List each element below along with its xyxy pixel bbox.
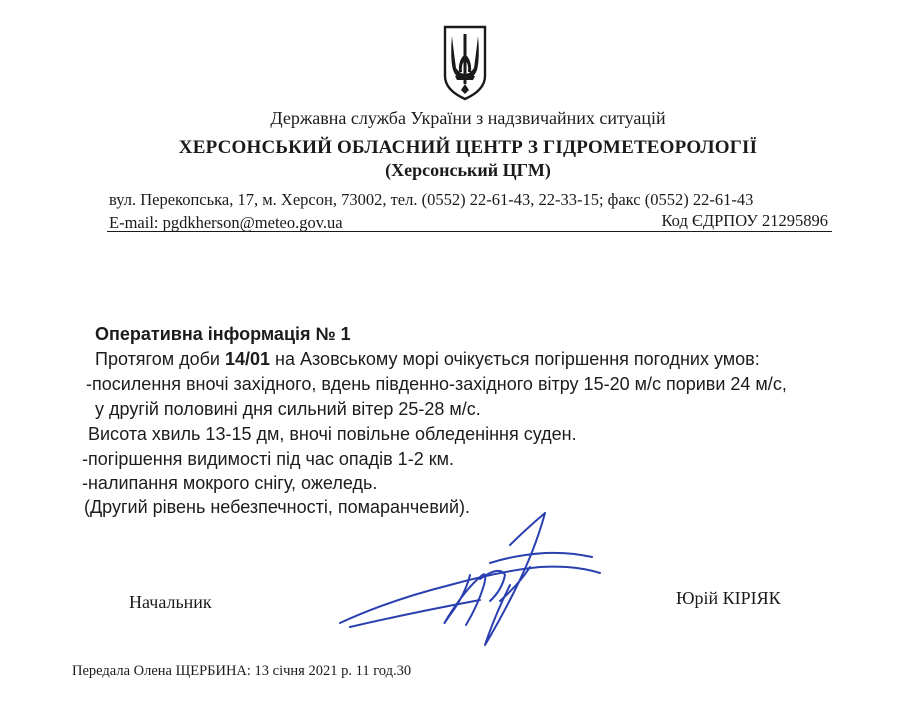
signer-name: Юрій КІРІЯК xyxy=(676,588,781,608)
tryzub-emblem-icon xyxy=(441,24,489,102)
agency-name: Державна служба України з надзвичайних ситуацій xyxy=(270,108,666,128)
message-line-6: -налипання мокрого снігу, ожеледь. xyxy=(82,473,378,493)
message-title: Оперативна інформація № 1 xyxy=(95,324,351,344)
address-line: вул. Перекопська, 17, м. Херсон, 73002, тел. (0552) 22-61-43, 22-33-15; факс (0552) 22-61-43 xyxy=(109,190,754,209)
message-line-2: -посилення вночі західного, вдень південно-західного вітру 15-20 м/с пориви 24 м/с, xyxy=(86,374,787,394)
message-date: 14/01 xyxy=(225,349,271,369)
message-line-5: -погіршення видимості під час опадів 1-2 км. xyxy=(82,449,454,469)
message-line-4: Висота хвиль 13-15 дм, вночі повільне обледеніння суден. xyxy=(88,424,577,444)
center-name: ХЕРСОНСЬКИЙ ОБЛАСНИЙ ЦЕНТР З ГІДРОМЕТЕОРОЛОГІЇ xyxy=(178,137,758,158)
center-short-name: (Херсонський ЦГМ) xyxy=(385,160,551,180)
signature-icon xyxy=(330,505,620,655)
header-divider xyxy=(107,231,832,232)
message-line-1-prefix: Протягом доби xyxy=(95,349,225,369)
message-line-7: (Другий рівень небезпечності, помаранчевий). xyxy=(84,497,470,517)
transmission-note: Передала Олена ЩЕРБИНА: 13 січня 2021 р. 11 год.30 xyxy=(72,663,412,679)
email-line: E-mail: pgdkherson@meteo.gov.ua xyxy=(109,213,343,232)
message-line-1-suffix: на Азовському морі очікується погіршення погодних умов: xyxy=(270,349,760,369)
message-line-1 xyxy=(95,349,760,370)
message-line-3: у другій половині дня сильний вітер 25-28 м/с. xyxy=(95,399,481,419)
edrpou-code: Код ЄДРПОУ 21295896 xyxy=(661,211,828,230)
signer-role: Начальник xyxy=(129,592,212,612)
